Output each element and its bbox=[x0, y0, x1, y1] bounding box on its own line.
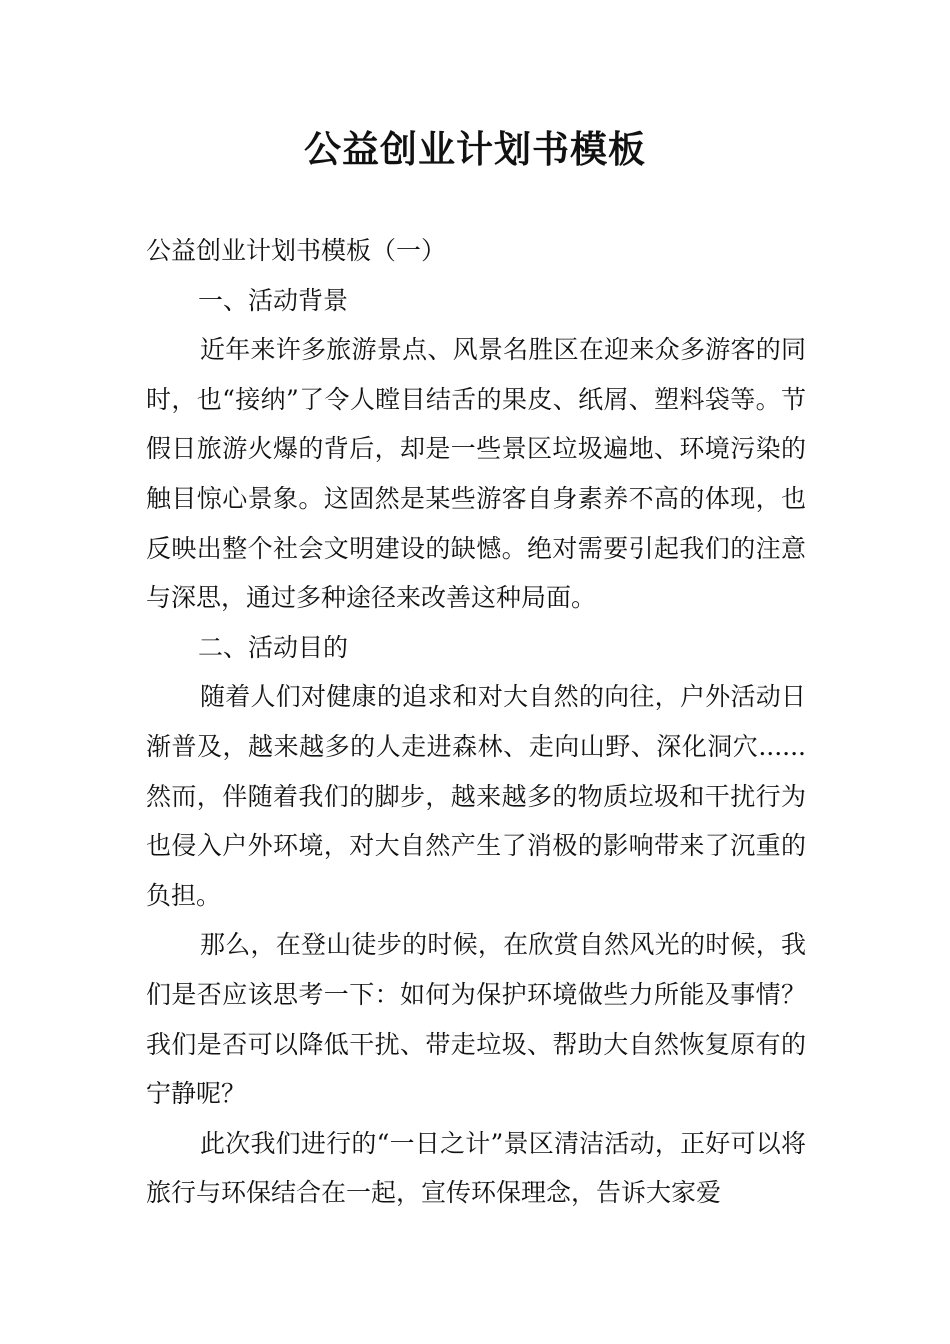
paragraph-background: 近年来许多旅游景点、风景名胜区在迎来众多游客的同时，也“接纳”了令人瞠目结舌的果皮、纸屑、塑料袋等。节假日旅游火爆的背后，却是一些景区垃圾遍地、环境污染的触目惊心景象。这固然是某些游客自身素养不高的体现，也反映出整个社会文明建设的缺憾。绝对需要引起我们的注意与深思，通过多种途径来改善这种局面。 bbox=[146, 335, 806, 613]
paragraph-purpose-1: 随着人们对健康的追求和对大自然的向往，户外活动日渐普及，越来越多的人走进森林、走向山野、深化洞穴......然而，伴随着我们的脚步，越来越多的物质垃圾和干扰行为也侵入户外环境，对大自然产生了消极的影响带来了沉重的负担。 bbox=[146, 682, 806, 910]
document-title: 公益创业计划书模板 bbox=[304, 128, 646, 171]
section-heading-background: 一、活动背景 bbox=[198, 285, 349, 315]
document-subtitle: 公益创业计划书模板（一） bbox=[146, 236, 447, 265]
paragraph-purpose-2: 那么，在登山徒步的时候，在欣赏自然风光的时候，我们是否应该思考一下：如何为保护环境做些力所能及事情？我们是否可以降低干扰、带走垃圾、帮助大自然恢复原有的宁静呢？ bbox=[146, 930, 806, 1109]
section-heading-purpose: 二、活动目的 bbox=[198, 632, 349, 662]
document-body bbox=[146, 226, 806, 1218]
paragraph-purpose-3: 此次我们进行的“一日之计”景区清洁活动，正好可以将旅行与环保结合在一起，宣传环保理念，告诉大家爱 bbox=[146, 1128, 806, 1208]
